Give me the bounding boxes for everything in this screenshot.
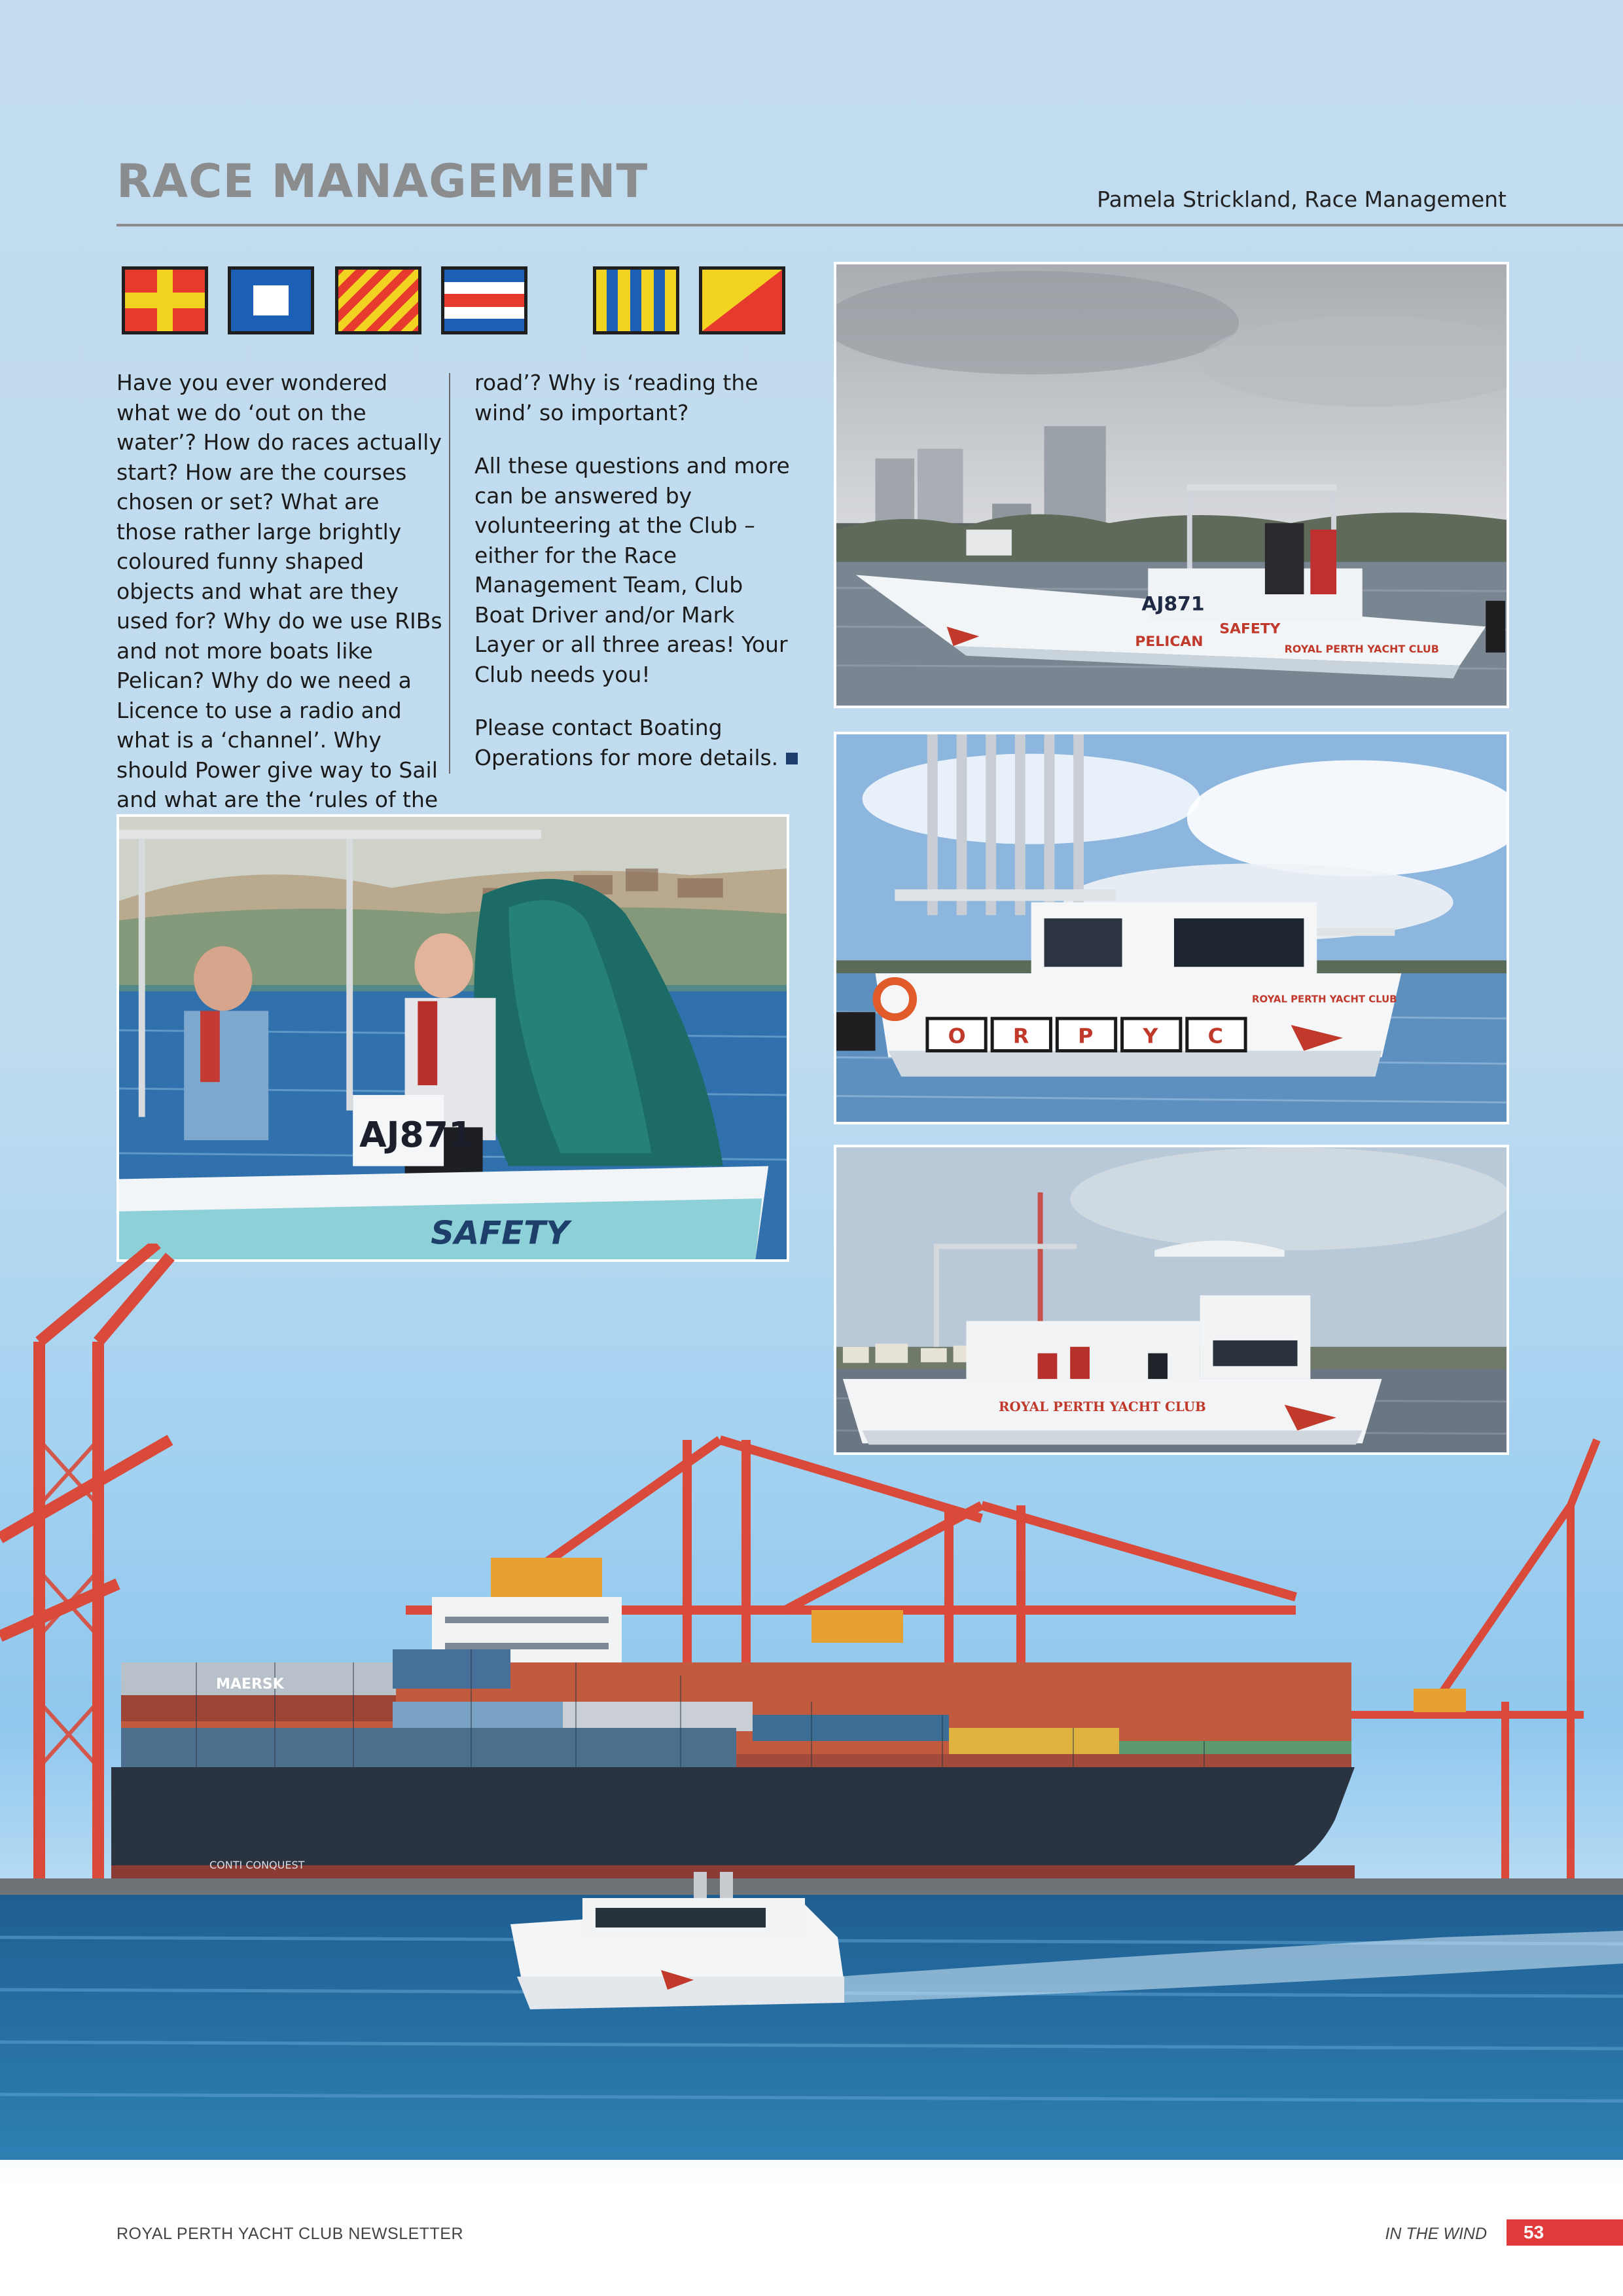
rib-hull-text: SAFETY — [431, 1213, 569, 1252]
flag-c-graphic — [444, 270, 524, 331]
flag-i-graphic — [596, 270, 676, 331]
orpyc-letters — [927, 1018, 1245, 1050]
flag-r-icon — [122, 266, 208, 334]
article-paragraph-4 — [474, 713, 798, 772]
flag-p-icon — [228, 266, 314, 334]
pelican-name-text: PELICAN — [1135, 634, 1204, 651]
flag-y-icon — [335, 266, 421, 334]
rib-reg-text: AJ871 — [359, 1114, 473, 1156]
orpyc-scene — [836, 734, 1507, 1122]
pelican-scene — [836, 264, 1507, 706]
pelican-reg-text: AJ871 — [1141, 592, 1205, 616]
footer-section: IN THE WIND — [1385, 2225, 1487, 2243]
orpyc-letter-r: R — [1012, 1024, 1029, 1049]
photo-orpyc-boat — [834, 732, 1509, 1124]
safety-rib-scene — [119, 817, 787, 1259]
orpyc-letter-y: Y — [1143, 1024, 1158, 1049]
flag-y-graphic — [338, 270, 418, 331]
flag-o-icon — [699, 266, 785, 334]
article-paragraph-3: All these questions and more can be answered by volunteering at the Club – either for the Race Management Team, Club Boat Driver and/or Mark Layer or all three areas! Your Club needs you! — [474, 453, 790, 687]
end-of-article-icon — [786, 753, 798, 764]
contact-text: Please contact Boating Operations for more details. — [474, 715, 779, 770]
article-column-2 — [474, 368, 798, 796]
photo-pelican-boat — [834, 262, 1509, 708]
page-title: RACE MANAGEMENT — [116, 154, 649, 208]
pelican-club-text: ROYAL PERTH YACHT CLUB — [1284, 642, 1439, 655]
orpyc-letter-o: O — [948, 1024, 966, 1049]
container-brand-text: MAERSK — [216, 1676, 284, 1693]
flag-p-graphic — [231, 270, 311, 331]
cruiser-club-text: ROYAL PERTH YACHT CLUB — [999, 1399, 1206, 1415]
header-rule — [116, 224, 1623, 226]
author-byline: Pamela Strickland, Race Management — [1097, 187, 1507, 212]
article-paragraph-2: road’? Why is ‘reading the wind’ so important? — [474, 370, 758, 425]
flag-o-graphic — [702, 270, 782, 331]
pelican-safety-text: SAFETY — [1219, 620, 1281, 637]
orpyc-letter-p: P — [1078, 1024, 1094, 1049]
photo-safety-rib — [116, 814, 789, 1262]
container-port-scene — [0, 1244, 1623, 2160]
orpyc-club-text: ROYAL PERTH YACHT CLUB — [1252, 994, 1397, 1005]
article-paragraph-1: Have you ever wondered what we do ‘out on the water’? How do races actually start? How are the courses chosen or set? What are those rather large brightly coloured funny shaped objects and what are they used for? Why do we use RIBs and not more boats like Pelican? Why do we need a Licence to use a radio and what is a ‘channel’. Why should Power give way to Sail and what are the ‘rules of the — [116, 370, 442, 812]
ship-name-text: CONTI CONQUEST — [209, 1859, 305, 1871]
flag-c-icon — [441, 266, 527, 334]
photo-container-port — [0, 1244, 1623, 2160]
flag-i-icon — [593, 266, 679, 334]
page-number: 53 — [1507, 2219, 1623, 2246]
column-divider — [449, 373, 450, 774]
orpyc-letter-c: C — [1207, 1024, 1223, 1049]
flag-r-graphic — [125, 270, 205, 331]
footer-publication: ROYAL PERTH YACHT CLUB NEWSLETTER — [116, 2225, 464, 2243]
article-column-1 — [116, 368, 444, 838]
